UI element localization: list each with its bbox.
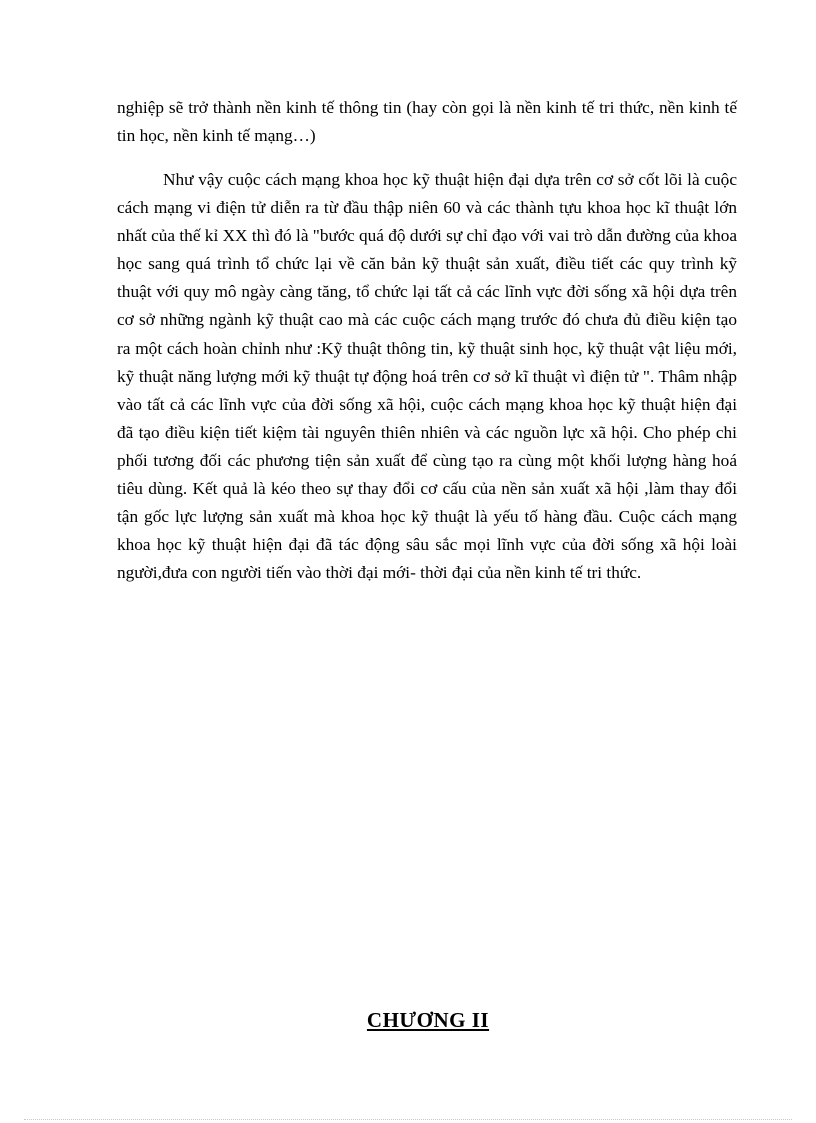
chapter-heading: CHƯƠNG II [366,1008,490,1032]
paragraph-main: Như vậy cuộc cách mạng khoa học kỹ thuật hiện đại dựa trên cơ sở cốt lõi là cuộc cách mạng vi điện tử diễn ra từ đầu thập niên 60 và các thành tựu khoa học kĩ thuật lớn nhất của thế kỉ XX thì đó là "bước quá độ dưới sự chỉ đạo với vai trò dẫn đường của khoa học sang quá trình tổ chức lại về căn bản kỹ thuật sản xuất, điều tiết các quy trình kỹ thuật với quy mô ngày càng tăng, tổ chức lại tất cả các lĩnh vực đời sống xã hội dựa trên cơ sở những ngành kỹ thuật cao mà các cuộc cách mạng trước đó chưa đủ điều kiện tạo ra một cách hoàn chỉnh như :Kỹ thuật thông tin, kỹ thuật sinh học, kỹ thuật vật liệu mới, kỹ thuật năng lượng mới kỹ thuật tự động hoá trên cơ sở kĩ thuật vì điện tử ". Thâm nhập vào tất cả các lĩnh vực của đời sống xã hội, cuộc cách mạng khoa học kỹ thuật hiện đại đã tạo điều kiện tiết kiệm tài nguyên thiên nhiên và các nguồn lực xã hội. Cho phép chi phối tương đối các phương tiện sản xuất để cùng tạo ra cùng một khối lượng hàng hoá tiêu dùng. Kết quả là kéo theo sự thay đổi cơ cấu của nền sản xuất xã hội ,làm thay đổi tận gốc lực lượng sản xuất mà khoa học kỹ thuật là yếu tố hàng đầu. Cuộc cách mạng khoa học kỹ thuật hiện đại đã tác động sâu sắc mọi lĩnh vực của đời sống xã hội loài người,đưa con người tiến vào thời đại mới- thời đại của nền kinh tế tri thức. [117,170,738,583]
paragraph-continuation: nghiệp sẽ trở thành nền kinh tế thông tin (hay còn gọi là nền kinh tế tri thức, nền kinh tế tin học, nền kinh tế mạng…) [117,98,737,146]
page-bottom-divider [24,1119,792,1120]
